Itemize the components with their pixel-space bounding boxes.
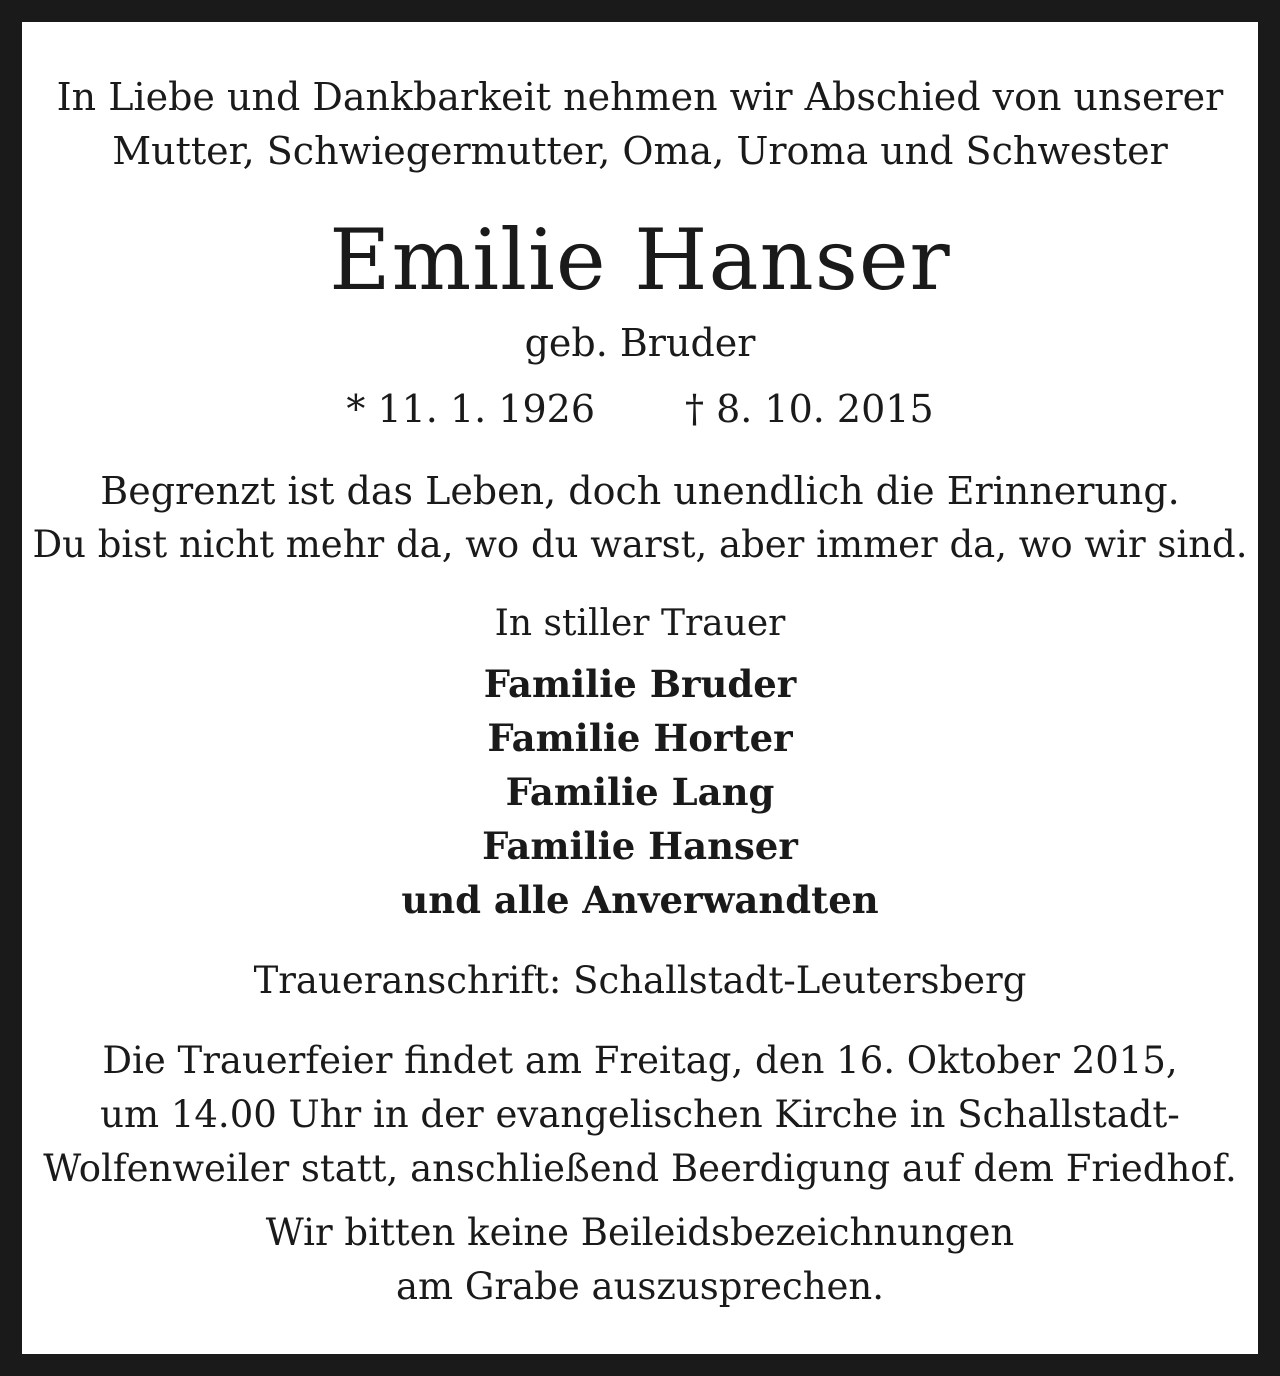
mourning-address: Traueranschrift: Schallstadt-Leutersberg xyxy=(253,959,1027,1002)
mourner-family: Familie Horter xyxy=(487,716,793,760)
deceased-name: Emilie Hanser xyxy=(329,211,951,309)
death-date: † 8. 10. 2015 xyxy=(685,387,934,431)
request-line-2: am Grabe auszusprechen. xyxy=(395,1265,885,1308)
intro-line-2: Mutter, Schwiegermutter, Oma, Uroma und Schwester xyxy=(112,129,1168,173)
mourner-family: Familie Bruder xyxy=(483,662,797,706)
mourner-family: Familie Lang xyxy=(505,770,775,814)
ceremony-line-2: um 14.00 Uhr in der evangelischen Kirche in Schallstadt- xyxy=(100,1093,1180,1136)
birth-date: * 11. 1. 1926 xyxy=(346,387,595,431)
life-dates xyxy=(22,387,1258,431)
quote-line-2: Du bist nicht mehr da, wo du warst, aber immer da, wo wir sind. xyxy=(32,523,1248,566)
request-line-1: Wir bitten keine Beileidsbezeichnungen xyxy=(265,1211,1015,1254)
mourner-family: Familie Hanser xyxy=(482,824,798,868)
obituary-notice xyxy=(22,22,1258,1354)
quote-line-1: Begrenzt ist das Leben, doch unendlich die Erinnerung. xyxy=(100,469,1180,513)
mourner-relatives: und alle Anverwandten xyxy=(401,878,879,922)
ceremony-line-1: Die Trauerfeier findet am Freitag, den 16. Oktober 2015, xyxy=(102,1039,1178,1082)
birth-name: geb. Bruder xyxy=(524,321,756,365)
mourning-heading: In stiller Trauer xyxy=(494,603,786,644)
intro-line-1: In Liebe und Dankbarkeit nehmen wir Abschied von unserer xyxy=(56,75,1224,119)
ceremony-line-3: Wolfenweiler statt, anschließend Beerdigung auf dem Friedhof. xyxy=(43,1147,1237,1190)
